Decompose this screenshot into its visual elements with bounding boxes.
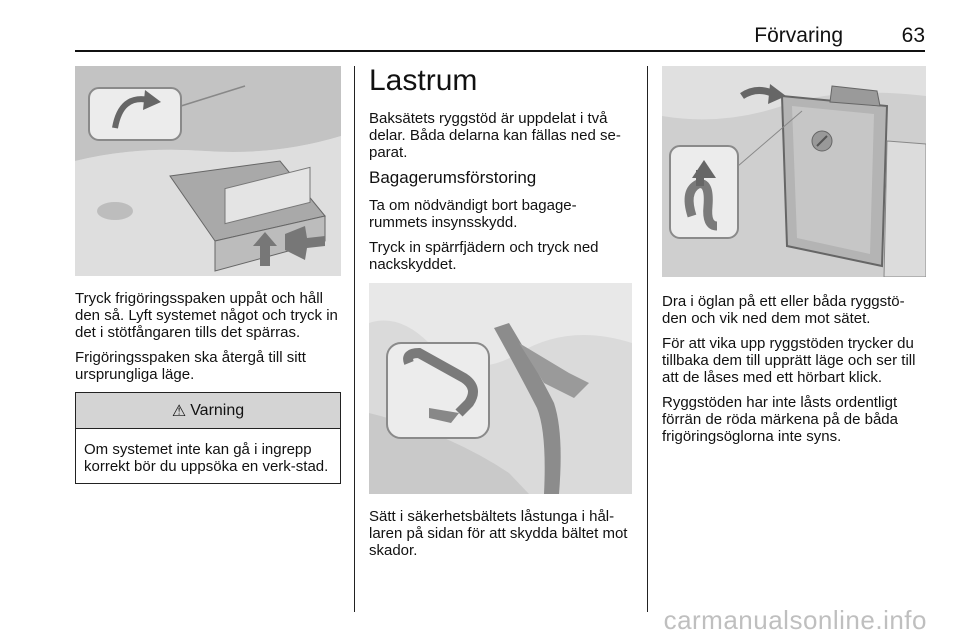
- trunk-storage-release-lever-illustration: [75, 66, 341, 276]
- column-divider-right: [647, 66, 648, 612]
- subheading-bagagerum: Bagagerumsförstoring: [369, 168, 537, 187]
- paragraph: Ryggstöden har inte låsts ordentligt förrän de röda märkena på de båda frigöringsöglorna inte syns.: [662, 394, 898, 445]
- paragraph: Tryck in spärrfjädern och tryck ned nackskyddet.: [369, 239, 599, 273]
- column-left: [75, 66, 341, 484]
- watermark: carmanualsonline.info: [663, 605, 927, 635]
- warning-title: Varning: [190, 401, 245, 419]
- paragraph: Tryck frigöringsspaken uppåt och håll den så. Lyft systemet något och tryck in det i stötfångaren tills det spärras.: [75, 290, 338, 341]
- section-title: Förvaring: [754, 24, 843, 47]
- paragraph: För att vika upp ryggstöden trycker du tillbaka dem till upprätt läge och ser till att de låses med ett hörbart klick.: [662, 335, 916, 386]
- page-number: 63: [901, 24, 925, 47]
- column-middle: [369, 66, 632, 567]
- warning-header: [76, 393, 340, 429]
- column-right: [662, 66, 926, 453]
- header-rule: [75, 50, 925, 52]
- warning-box: [75, 392, 341, 484]
- warning-text: Om systemet inte kan gå i ingrepp korrekt bör du uppsöka en verk-stad.: [84, 441, 329, 475]
- intro-paragraph: Baksätets ryggstöd är uppdelat i två delar. Båda delarna kan fällas ned se-parat.: [369, 110, 621, 161]
- column-divider-left: [354, 66, 355, 612]
- page-header: [75, 0, 925, 52]
- figure-caption: Sätt i säkerhetsbältets låstunga i hål-laren på sidan för att skydda bältet mot skador.: [369, 508, 628, 559]
- heading-lastrum: Lastrum: [369, 64, 478, 97]
- seat-belt-holder-illustration: [369, 283, 632, 494]
- folding-rear-seatback-illustration: [662, 66, 926, 277]
- paragraph: Dra i öglan på ett eller båda ryggstö-den och vik ned dem mot sätet.: [662, 293, 905, 327]
- paragraph: Ta om nödvändigt bort bagage-rummets insynsskydd.: [369, 197, 577, 231]
- warning-icon: ⚠: [171, 402, 187, 420]
- paragraph: Frigöringsspaken ska återgå till sitt ursprungliga läge.: [75, 349, 306, 383]
